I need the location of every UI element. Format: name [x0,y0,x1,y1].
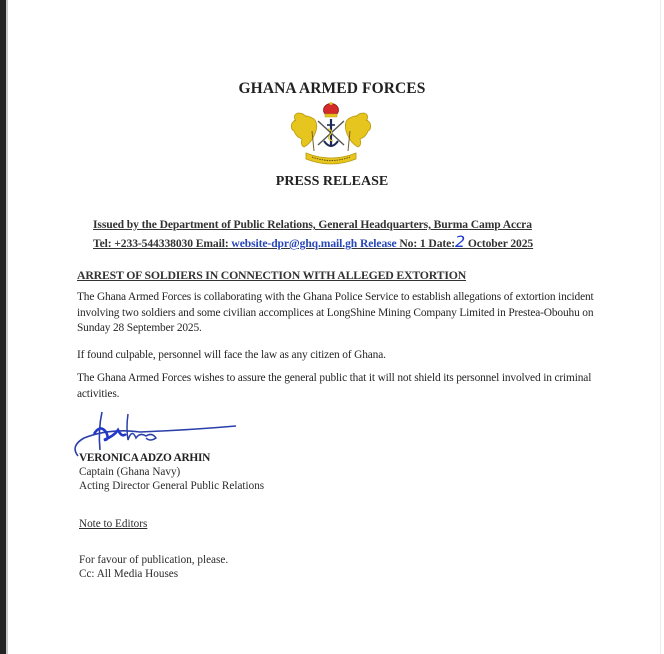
contact-line [93,232,533,251]
signatory-name: VERONICA ADZO ARHIN [79,452,211,464]
publication-request: For favour of publication, please. [79,554,229,566]
body-paragraph: If found culpable, personnel will face the law as any citizen of Ghana. [77,349,386,361]
body-paragraph: The Ghana Armed Forces is collaborating with the Ghana Police Service to establish allegations of extortion incident involving two soldiers and some civilian accomplices at LongShine Mining Company Limited in Prestea-Obouhu on Sunday 28 September 2025. [77,291,594,334]
note-to-editors: Note to Editors [79,518,148,530]
document-type-title: PRESS RELEASE [275,174,389,189]
issued-by-line: Issued by the Department of Public Relations, General Headquarters, Burma Camp Accra [93,218,532,231]
tel-label: Tel: +233-544338030 Email [93,237,225,250]
date-month-year: October 2025 [465,237,534,250]
colon: : [224,237,229,250]
body-paragraph: The Ghana Armed Forces wishes to assure the general public that it will not shield its personnel involved in criminal activities. [77,372,592,400]
ghana-armed-forces-crest-icon [288,101,374,169]
organization-title: GHANA ARMED FORCES [238,80,426,97]
handwritten-date-day: 2 [454,232,466,251]
signatory-title: Acting Director General Public Relations [79,480,265,492]
release-heading: ARREST OF SOLDIERS IN CONNECTION WITH ALLEGED EXTORTION [77,268,467,282]
email-link[interactable]: website-dpr@ghq.mail.gh [228,237,358,250]
release-label: Release [357,237,397,250]
signatory-rank: Captain (Ghana Navy) [79,466,181,478]
cc-line: Cc: All Media Houses [79,568,179,580]
release-number: No: 1 Date: [396,237,455,250]
